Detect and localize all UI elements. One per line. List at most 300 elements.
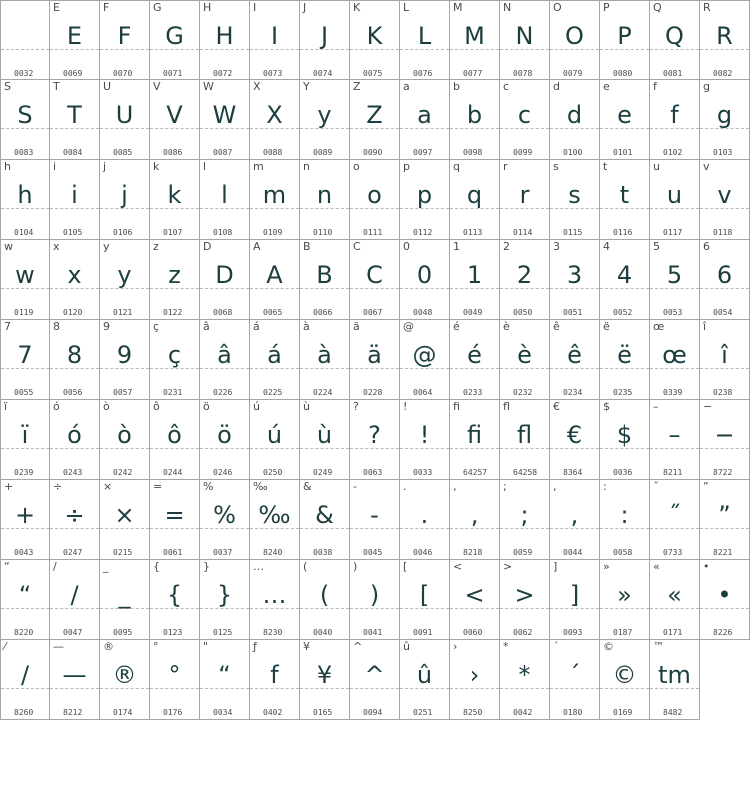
glyph-cell — [0, 80, 50, 160]
glyph-char-label: 0 — [403, 240, 410, 253]
glyph-char-label: — — [53, 640, 64, 653]
glyph-char-label: ÷ — [53, 480, 63, 493]
glyph-cell — [250, 80, 300, 160]
glyph-sample: e — [617, 101, 632, 129]
glyph-char-label: * — [503, 640, 509, 653]
glyph-sample: l — [221, 181, 228, 209]
glyph-code: 0088 — [263, 148, 283, 157]
glyph-sample: I — [270, 22, 279, 50]
glyph-char-label: û — [403, 640, 410, 653]
glyph-cell — [600, 320, 650, 400]
glyph-char-label: ç — [153, 320, 160, 333]
glyph-char-label: ® — [103, 640, 114, 653]
glyph-sample: f — [270, 661, 279, 689]
glyph-code: 0246 — [213, 468, 233, 477]
glyph-code: 0093 — [563, 628, 583, 637]
glyph-char-label: r — [503, 160, 508, 173]
glyph-char-label: ë — [603, 320, 610, 333]
glyph-code: 0125 — [213, 628, 233, 637]
glyph-code: 0069 — [63, 69, 83, 78]
glyph-code: 0187 — [613, 628, 633, 637]
glyph-char-label: j — [103, 160, 107, 173]
glyph-cell — [300, 480, 350, 560]
glyph-code: 0072 — [213, 69, 233, 78]
glyph-cell — [150, 480, 200, 560]
glyph-cell — [500, 0, 550, 80]
glyph-cell — [700, 400, 750, 480]
glyph-sample: @ — [412, 341, 437, 369]
glyph-cell — [250, 0, 300, 80]
glyph-code: 0228 — [363, 388, 383, 397]
glyph-char-label: G — [153, 1, 162, 14]
glyph-cell — [0, 480, 50, 560]
glyph-char-label: [ — [403, 560, 408, 573]
glyph-sample: B — [316, 261, 333, 289]
glyph-char-label: ™ — [653, 640, 664, 653]
glyph-sample: L — [417, 22, 432, 50]
glyph-sample: G — [165, 22, 184, 50]
glyph-code: 0114 — [513, 228, 533, 237]
glyph-sample: y — [317, 101, 332, 129]
glyph-sample: g — [716, 101, 733, 129]
glyph-cell — [200, 80, 250, 160]
glyph-cell — [550, 560, 600, 640]
glyph-code: 0118 — [713, 228, 733, 237]
glyph-cell — [500, 400, 550, 480]
glyph-code: 0250 — [263, 468, 283, 477]
glyph-cell — [700, 560, 750, 640]
glyph-char-label: n — [303, 160, 310, 173]
glyph-code: 0232 — [513, 388, 533, 397]
glyph-char-label: ¥ — [303, 640, 310, 653]
glyph-cell — [100, 80, 150, 160]
baseline-guide — [1, 49, 49, 50]
glyph-code: 8226 — [713, 628, 733, 637]
glyph-sample: 1 — [466, 261, 483, 289]
glyph-cell — [200, 480, 250, 560]
glyph-code: 0095 — [113, 628, 133, 637]
glyph-code: 0082 — [713, 69, 733, 78]
glyph-sample: › — [469, 661, 480, 689]
glyph-sample: × — [114, 501, 135, 529]
glyph-char-label: ; — [503, 480, 507, 493]
glyph-cell — [600, 0, 650, 80]
glyph-sample: ” — [718, 501, 731, 529]
glyph-code: 0081 — [663, 69, 683, 78]
glyph-sample: ÷ — [64, 501, 85, 529]
glyph-cell — [300, 400, 350, 480]
glyph-char-label: y — [103, 240, 110, 253]
glyph-sample: z — [168, 261, 181, 289]
glyph-code: 0083 — [14, 148, 34, 157]
glyph-char-label: € — [553, 400, 560, 413]
glyph-sample: … — [262, 581, 287, 609]
glyph-cell — [350, 640, 400, 720]
glyph-char-label: J — [303, 1, 307, 14]
glyph-cell — [350, 160, 400, 240]
glyph-cell — [550, 160, 600, 240]
glyph-code: 0171 — [663, 628, 683, 637]
glyph-char-label: â — [203, 320, 210, 333]
glyph-sample: ä — [367, 341, 382, 369]
glyph-cell — [600, 560, 650, 640]
glyph-char-label: 3 — [553, 240, 560, 253]
glyph-char-label: x — [53, 240, 60, 253]
glyph-sample: N — [515, 22, 534, 50]
glyph-cell — [300, 0, 350, 80]
glyph-sample: 5 — [666, 261, 683, 289]
glyph-cell — [150, 80, 200, 160]
glyph-code: 0119 — [14, 308, 34, 317]
glyph-cell — [150, 160, 200, 240]
glyph-char-label: t — [603, 160, 608, 173]
glyph-sample: 6 — [716, 261, 733, 289]
glyph-code: 0402 — [263, 708, 283, 717]
glyph-cell — [650, 80, 700, 160]
glyph-char-label: P — [603, 1, 610, 14]
glyph-sample: ò — [117, 421, 132, 449]
glyph-code: 0062 — [513, 628, 533, 637]
glyph-char-label: + — [4, 480, 14, 493]
glyph-sample: ‚ — [470, 501, 479, 529]
glyph-code: 0099 — [513, 148, 533, 157]
glyph-char-label: − — [703, 400, 713, 413]
glyph-code: 0085 — [113, 148, 133, 157]
glyph-char-label: > — [503, 560, 513, 573]
glyph-sample: y — [117, 261, 132, 289]
glyph-char-label: › — [453, 640, 458, 653]
glyph-char-label: $ — [603, 400, 610, 413]
glyph-sample: O — [565, 22, 584, 50]
glyph-cell — [550, 640, 600, 720]
glyph-char-label: B — [303, 240, 311, 253]
glyph-code: 0073 — [263, 69, 283, 78]
glyph-sample: © — [612, 661, 637, 689]
glyph-sample: q — [466, 181, 483, 209]
glyph-sample: o — [367, 181, 382, 209]
glyph-sample: 4 — [616, 261, 633, 289]
glyph-char-label: ï — [4, 400, 8, 413]
glyph-code: 0215 — [113, 548, 133, 557]
glyph-sample: E — [66, 22, 83, 50]
glyph-cell — [0, 320, 50, 400]
glyph-code: 0051 — [563, 308, 583, 317]
glyph-cell — [650, 640, 700, 720]
glyph-code: 0074 — [313, 69, 333, 78]
glyph-cell — [50, 640, 100, 720]
glyph-char-label: ‚ — [453, 480, 457, 493]
glyph-char-label: R — [703, 1, 711, 14]
glyph-char-label: ò — [103, 400, 110, 413]
glyph-sample: a — [417, 101, 432, 129]
glyph-char-label: î — [703, 320, 707, 333]
glyph-cell — [100, 160, 150, 240]
glyph-sample: « — [667, 581, 682, 609]
glyph-code: 0111 — [363, 228, 383, 237]
glyph-code: 8722 — [713, 468, 733, 477]
glyph-cell — [50, 80, 100, 160]
glyph-char-label: 9 — [103, 320, 110, 333]
glyph-char-label: • — [703, 560, 710, 573]
glyph-cell — [350, 560, 400, 640]
glyph-sample: > — [514, 581, 535, 609]
glyph-cell — [300, 640, 350, 720]
glyph-code: 0070 — [113, 69, 133, 78]
glyph-cell — [0, 0, 50, 80]
glyph-char-label: ú — [253, 400, 260, 413]
glyph-sample: m — [262, 181, 287, 209]
glyph-cell — [400, 560, 450, 640]
glyph-sample: r — [519, 181, 530, 209]
glyph-sample: R — [716, 22, 733, 50]
glyph-cell — [600, 640, 650, 720]
glyph-char-label: » — [603, 560, 610, 573]
glyph-sample: Z — [366, 101, 383, 129]
glyph-cell — [100, 0, 150, 80]
glyph-cell — [450, 80, 500, 160]
glyph-char-label: “ — [4, 560, 10, 573]
glyph-char-label: á — [253, 320, 260, 333]
glyph-cell — [400, 240, 450, 320]
glyph-cell — [500, 480, 550, 560]
glyph-code: 0244 — [163, 468, 183, 477]
glyph-char-label: ? — [353, 400, 359, 413]
glyph-code: 0102 — [663, 148, 683, 157]
glyph-sample: i — [71, 181, 78, 209]
glyph-char-label: ⁄ — [4, 640, 6, 653]
glyph-sample: fi — [466, 421, 483, 449]
glyph-code: 0076 — [413, 69, 433, 78]
glyph-sample: € — [566, 421, 583, 449]
glyph-char-label: ä — [353, 320, 360, 333]
glyph-cell — [650, 240, 700, 320]
glyph-code: 0066 — [313, 308, 333, 317]
glyph-char-label: ó — [53, 400, 60, 413]
glyph-char-label: 1 — [453, 240, 460, 253]
glyph-code: 0057 — [113, 388, 133, 397]
glyph-cell — [400, 480, 450, 560]
glyph-cell — [200, 240, 250, 320]
glyph-code: 0038 — [313, 548, 333, 557]
glyph-sample: / — [20, 661, 30, 689]
glyph-sample: . — [420, 501, 429, 529]
glyph-cell — [650, 0, 700, 80]
glyph-char-label: 7 — [4, 320, 11, 333]
glyph-code: 0169 — [613, 708, 633, 717]
glyph-char-label: ” — [703, 480, 709, 493]
glyph-char-label: V — [153, 80, 161, 93]
glyph-sample: ô — [167, 421, 182, 449]
glyph-char-label: à — [303, 320, 310, 333]
glyph-code: 8230 — [263, 628, 283, 637]
glyph-char-label: c — [503, 80, 510, 93]
glyph-cell — [250, 560, 300, 640]
glyph-sample: [ — [419, 581, 430, 609]
glyph-code: 0043 — [14, 548, 34, 557]
glyph-char-label: œ — [653, 320, 665, 333]
glyph-sample: 8 — [66, 341, 83, 369]
glyph-cell — [650, 160, 700, 240]
glyph-cell — [700, 80, 750, 160]
glyph-cell — [150, 640, 200, 720]
glyph-cell — [400, 640, 450, 720]
glyph-char-label: q — [453, 160, 460, 173]
glyph-code: 0108 — [213, 228, 233, 237]
glyph-char-label: ´ — [553, 640, 559, 653]
glyph-sample: œ — [662, 341, 687, 369]
glyph-code: 0105 — [63, 228, 83, 237]
glyph-code: 8211 — [663, 468, 683, 477]
glyph-cell — [500, 240, 550, 320]
glyph-sample: û — [416, 661, 433, 689]
glyph-sample: h — [17, 181, 33, 209]
glyph-sample: “ — [18, 581, 32, 609]
glyph-char-label: h — [4, 160, 11, 173]
glyph-char-label: X — [253, 80, 261, 93]
glyph-code: 0100 — [563, 148, 583, 157]
glyph-char-label: F — [103, 1, 110, 14]
glyph-sample: ^ — [364, 661, 385, 689]
glyph-code: 0087 — [213, 148, 233, 157]
glyph-cell — [700, 320, 750, 400]
glyph-code: 0033 — [413, 468, 433, 477]
glyph-cell — [200, 160, 250, 240]
glyph-char-label: ê — [553, 320, 560, 333]
glyph-char-label: è — [503, 320, 510, 333]
glyph-sample: 7 — [17, 341, 33, 369]
glyph-cell — [250, 640, 300, 720]
glyph-code: 0122 — [163, 308, 183, 317]
glyph-sample: î — [721, 341, 728, 369]
glyph-code: 0065 — [263, 308, 283, 317]
glyph-sample: ¥ — [316, 661, 333, 689]
glyph-char-label: - — [353, 480, 357, 493]
glyph-sample: fl — [516, 421, 533, 449]
glyph-char-label: D — [203, 240, 212, 253]
glyph-cell — [650, 400, 700, 480]
glyph-code: 0050 — [513, 308, 533, 317]
glyph-sample: t — [619, 181, 630, 209]
glyph-code: 0080 — [613, 69, 633, 78]
glyph-code: 0235 — [613, 388, 633, 397]
glyph-char-label: K — [353, 1, 361, 14]
glyph-code: 8212 — [63, 708, 83, 717]
glyph-char-label: 4 — [603, 240, 610, 253]
glyph-sample: è — [517, 341, 532, 369]
glyph-char-label: { — [153, 560, 160, 573]
glyph-code: 0104 — [14, 228, 34, 237]
glyph-cell — [0, 640, 50, 720]
glyph-char-label: m — [253, 160, 264, 173]
glyph-code: 64257 — [463, 468, 488, 477]
glyph-sample: á — [267, 341, 282, 369]
glyph-char-label: fl — [503, 400, 510, 413]
glyph-char-label: fi — [453, 400, 460, 413]
glyph-sample: ë — [617, 341, 632, 369]
glyph-sample: C — [366, 261, 383, 289]
glyph-code: 0036 — [613, 468, 633, 477]
glyph-cell — [150, 400, 200, 480]
glyph-cell — [100, 640, 150, 720]
glyph-cell — [650, 480, 700, 560]
glyph-char-label: ù — [303, 400, 310, 413]
glyph-sample: W — [212, 101, 237, 129]
glyph-sample: H — [215, 22, 234, 50]
glyph-cell — [350, 0, 400, 80]
glyph-char-label: W — [203, 80, 214, 93]
glyph-sample: f — [670, 101, 679, 129]
glyph-code: 0032 — [14, 69, 34, 78]
glyph-code: 0174 — [113, 708, 133, 717]
glyph-cell — [0, 400, 50, 480]
glyph-cell — [550, 400, 600, 480]
glyph-code: 0077 — [463, 69, 483, 78]
glyph-sample: w — [15, 261, 35, 289]
glyph-char-label: / — [53, 560, 57, 573]
glyph-cell — [50, 160, 100, 240]
glyph-code: 0060 — [463, 628, 483, 637]
glyph-char-label: u — [653, 160, 660, 173]
glyph-sample: ù — [316, 421, 333, 449]
glyph-sample: ˝ — [668, 501, 681, 529]
glyph-sample: ; — [520, 501, 529, 529]
glyph-cell — [300, 160, 350, 240]
glyph-sample: â — [217, 341, 232, 369]
glyph-sample: * — [518, 661, 531, 689]
glyph-char-label: ƒ — [253, 640, 257, 653]
glyph-char-label: i — [53, 160, 57, 173]
glyph-cell — [100, 560, 150, 640]
glyph-cell — [150, 0, 200, 80]
glyph-sample: à — [317, 341, 332, 369]
glyph-sample: ) — [369, 581, 380, 609]
glyph-sample: = — [164, 501, 185, 529]
glyph-cell — [50, 480, 100, 560]
glyph-code: 0103 — [713, 148, 733, 157]
glyph-code: 0247 — [63, 548, 83, 557]
glyph-sample: X — [266, 101, 283, 129]
glyph-cell — [150, 320, 200, 400]
glyph-code: 0101 — [613, 148, 633, 157]
glyph-code: 0078 — [513, 69, 533, 78]
glyph-cell — [100, 240, 150, 320]
glyph-cell — [500, 320, 550, 400]
glyph-sample: : — [620, 501, 629, 529]
glyph-cell — [450, 0, 500, 80]
glyph-cell — [600, 400, 650, 480]
glyph-sample: • — [717, 581, 732, 609]
glyph-char-label: U — [103, 80, 112, 93]
glyph-char-label: M — [453, 1, 463, 14]
glyph-cell — [450, 160, 500, 240]
glyph-char-label: f — [653, 80, 657, 93]
glyph-code: 0042 — [513, 708, 533, 717]
glyph-sample: + — [14, 501, 36, 529]
glyph-code: 0239 — [14, 468, 34, 477]
glyph-sample: é — [467, 341, 482, 369]
glyph-code: 0120 — [63, 308, 83, 317]
glyph-sample: − — [714, 421, 735, 449]
glyph-code: 0055 — [14, 388, 34, 397]
glyph-code: 0045 — [363, 548, 383, 557]
glyph-char-label: v — [703, 160, 710, 173]
glyph-code: 0233 — [463, 388, 483, 397]
glyph-char-label: – — [653, 400, 659, 413]
glyph-char-label: } — [203, 560, 210, 573]
glyph-cell — [250, 400, 300, 480]
glyph-code: 0075 — [363, 69, 383, 78]
glyph-code: 0107 — [163, 228, 183, 237]
